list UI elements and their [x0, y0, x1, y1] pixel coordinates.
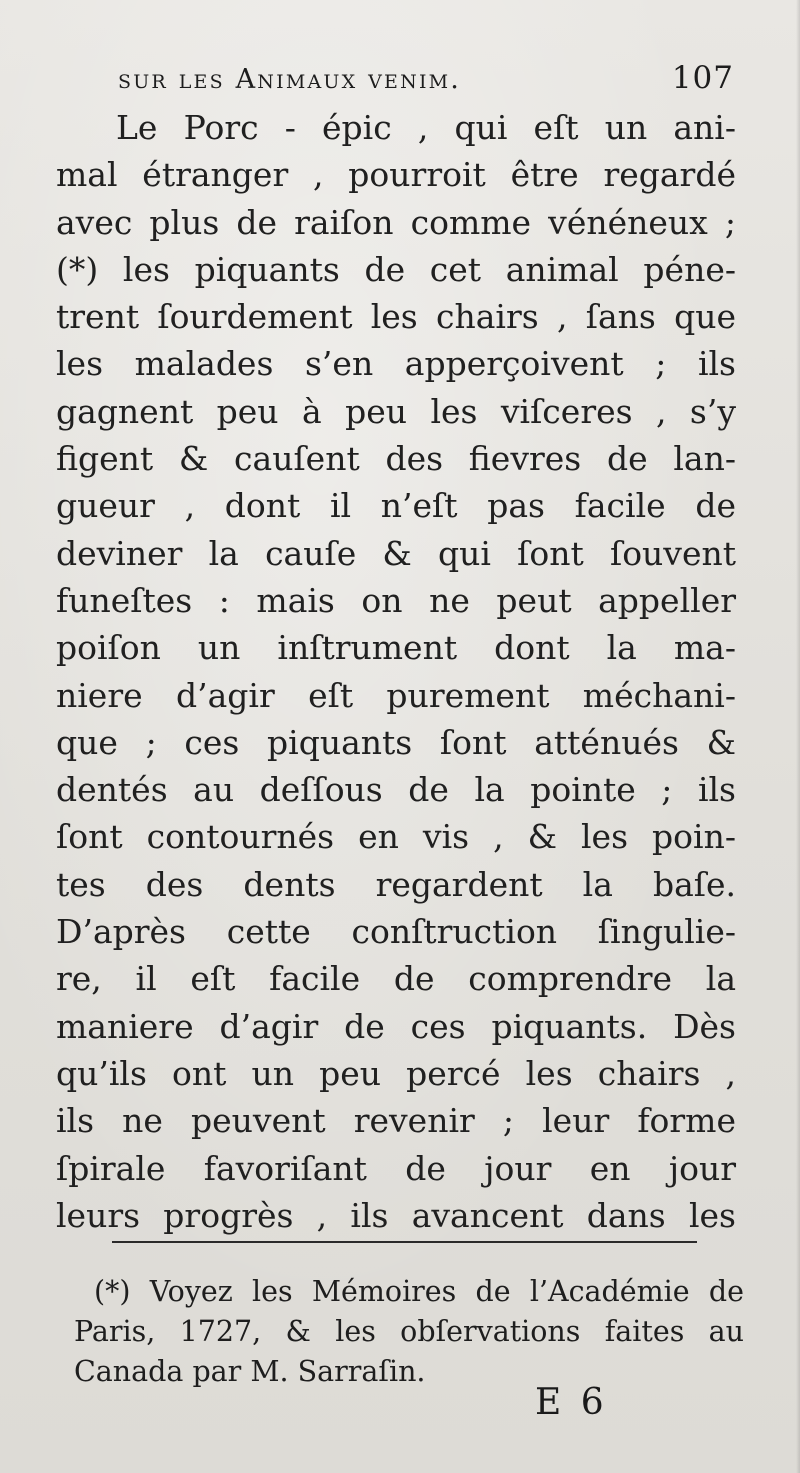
text-line: leurs progrès , ils avancent dans les [56, 1195, 736, 1235]
page-edge-shadow [796, 0, 800, 1473]
text-line: ſpirale favoriſant de jour en jour [56, 1148, 736, 1188]
text-line: ils ne peuvent revenir ; leur forme [56, 1101, 736, 1141]
text-line: re, il eſt facile de comprendre la [56, 959, 736, 999]
text-line: qu’ils ont un peu percé les chairs , [56, 1053, 736, 1093]
signature-mark: E 6 [535, 1382, 608, 1423]
text-line: gagnent peu à peu les viſceres , s’y [56, 391, 736, 431]
text-line: maniere d’agir de ces piquants. Dès [56, 1006, 736, 1046]
footnote-line: (*) Voyez les Mémoires de l’Académie de [94, 1275, 744, 1308]
text-line: avec plus de raiſon comme vénéneux ; [56, 202, 736, 242]
text-line: ſont contournés en vis , & les poin- [56, 817, 736, 857]
text-line: deviner la cauſe & qui ſont ſouvent [56, 533, 736, 573]
text-line: figent & cauſent des fievres de lan- [56, 439, 736, 479]
text-line: D’après cette conſtruction ſingulie- [56, 912, 736, 952]
running-header [118, 60, 738, 110]
text-line: (*) les piquants de cet animal péne- [56, 249, 736, 289]
text-line: dentés au deſſous de la pointe ; ils [56, 770, 736, 810]
text-line: niere d’agir eſt purement méchani- [56, 675, 736, 715]
text-line: que ; ces piquants ſont atténués & [56, 722, 736, 762]
footnote-rule [112, 1241, 697, 1243]
page-number: 107 [671, 60, 734, 96]
footnote-line: Canada par M. Sarraſin. [74, 1355, 426, 1388]
footnote [74, 1272, 744, 1392]
body-text [56, 104, 736, 1239]
running-title: sur les Animaux venim. [118, 64, 462, 95]
text-line: poiſon un inſtrument dont la ma- [56, 628, 736, 668]
text-line: gueur , dont il n’eſt pas facile de [56, 486, 736, 526]
text-line: Le Porc - épic , qui eſt un ani- [116, 108, 736, 147]
text-line: tes des dents regardent la baſe. [56, 864, 736, 904]
text-line: funeſtes : mais on ne peut appeller [56, 580, 736, 620]
text-line: mal étranger , pourroit être regardé [56, 155, 736, 195]
text-line: trent ſourdement les chairs , ſans que [56, 297, 736, 337]
footnote-line: Paris, 1727, & les obſervations faites au [74, 1315, 744, 1348]
text-line: les malades s’en apperçoivent ; ils [56, 344, 736, 384]
